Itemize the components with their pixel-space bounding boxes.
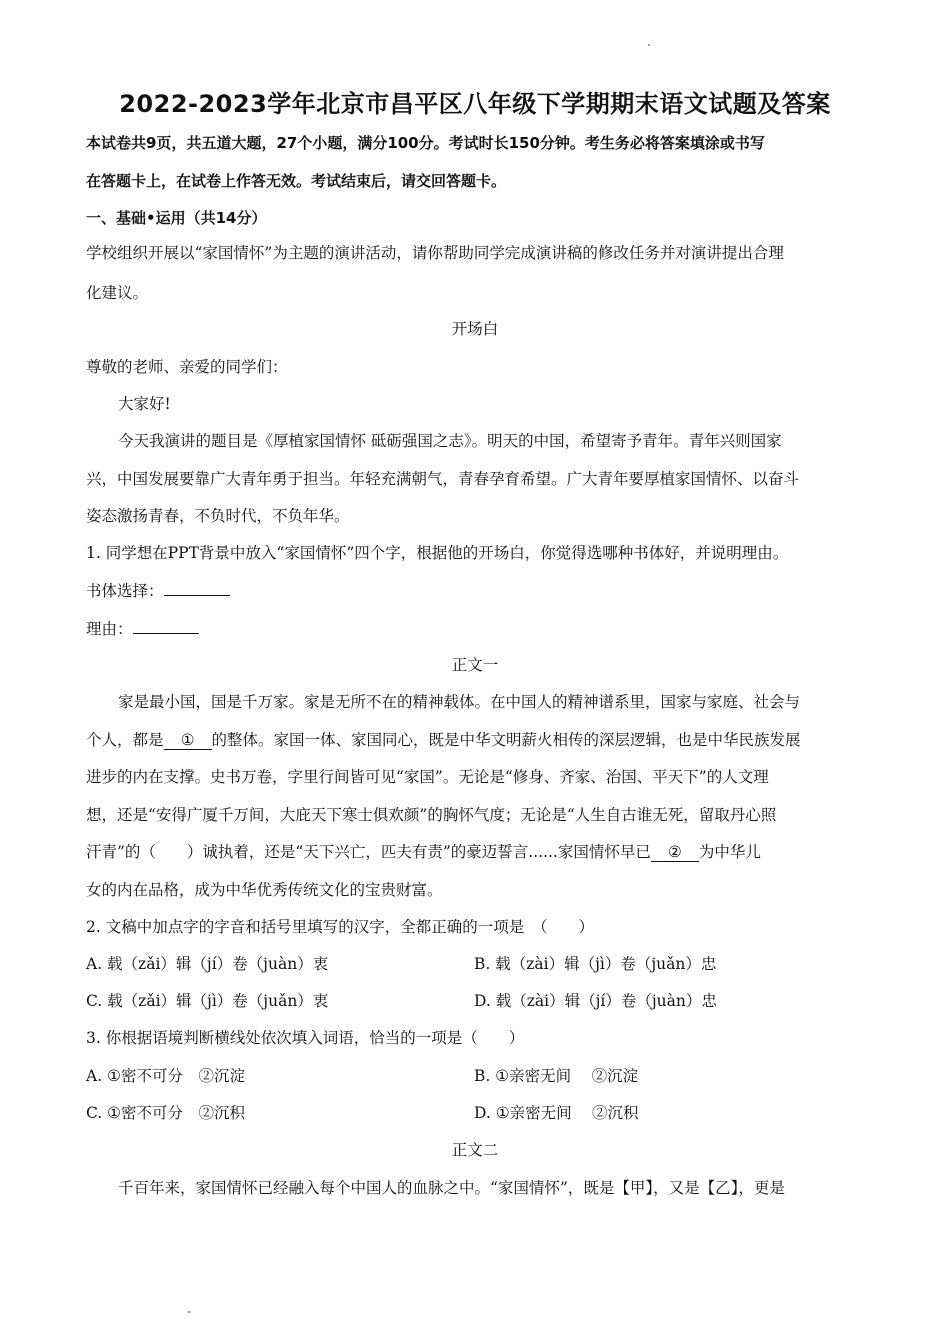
scan-dot bbox=[188, 1311, 190, 1313]
question-2: 2. 文稿中加点字的字音和括号里填写的汉字，全都正确的一项是 （ ） bbox=[86, 918, 594, 936]
font-choice-blank bbox=[164, 581, 230, 596]
opening-line-1: 今天我演讲的题目是《厚植家国情怀 砥砺强国之志》。明天的中国，希望寄予青年。青年兴则国家 bbox=[118, 432, 782, 450]
greeting: 大家好! bbox=[118, 395, 171, 413]
reason-blank bbox=[133, 619, 199, 634]
intro-line-2: 化建议。 bbox=[86, 284, 149, 302]
body1-line-3: 进步的内在支撑。史书万卷，字里行间皆可见“家国”。无论是“修身、齐家、治国、平天下”的人文理 bbox=[86, 768, 769, 786]
blank-1: ① bbox=[164, 732, 212, 750]
question-1: 1. 同学想在PPT背景中放入“家国情怀”四个字，根据他的开场白，你觉得选哪种书体好，并说明理由。 bbox=[86, 544, 789, 562]
q3-option-d: D. ①亲密无间 ②沉积 bbox=[474, 1104, 639, 1122]
reason-label: 理由： bbox=[86, 620, 133, 638]
body1-line-6: 女的内在品格，成为中华优秀传统文化的宝贵财富。 bbox=[86, 881, 443, 899]
body1-line-5 bbox=[86, 842, 761, 862]
notice-line-2: 在答题卡上，在试卷上作答无效。考试结束后，请交回答题卡。 bbox=[86, 172, 507, 190]
scan-dot bbox=[648, 44, 650, 46]
section-heading: 一、基础•运用（共14分） bbox=[86, 209, 267, 227]
body1-line-2a: 个人，都是 bbox=[86, 731, 164, 749]
salutation: 尊敬的老师、亲爱的同学们： bbox=[86, 358, 288, 376]
q3-option-b: B. ①亲密无间 ②沉淀 bbox=[474, 1067, 639, 1085]
body1-line-2 bbox=[86, 730, 801, 750]
q3-option-a: A. ①密不可分 ②沉淀 bbox=[86, 1067, 245, 1085]
q2-option-d: D. 载（zài）辑（jí）卷（juàn）忠 bbox=[474, 992, 717, 1010]
font-choice-row bbox=[86, 581, 230, 601]
opening-line-2: 兴，中国发展要靠广大青年勇于担当。年轻充满朝气，青春孕育希望。广大青年要厚植家国情怀、以奋斗 bbox=[86, 470, 800, 488]
blank-2: ② bbox=[651, 844, 699, 862]
body2-line-1: 千百年来，家国情怀已经融入每个中国人的血脉之中。“家国情怀”，既是【甲】，又是【乙】，更是 bbox=[118, 1179, 785, 1197]
page-title: 2022-2023学年北京市昌平区八年级下学期期末语文试题及答案 bbox=[119, 90, 831, 118]
body1-line-5b: 为中华儿 bbox=[698, 843, 761, 861]
opening-line-3: 姿态激扬青春，不负时代，不负年华。 bbox=[86, 507, 350, 525]
q2-option-c: C. 载（zǎi）辑（jì）卷（juǎn）衷 bbox=[86, 992, 329, 1010]
body1-line-5a: 汗青”的（ ）诚执着，还是“天下兴亡，匹夫有责”的豪迈誓言......家国情怀早已 bbox=[86, 843, 651, 861]
body1-line-4: 想，还是“安得广厦千万间，大庇天下寒士俱欢颜”的胸怀气度；无论是“人生自古谁无死，留取丹心照 bbox=[86, 806, 777, 824]
q2-option-b: B. 载（zài）辑（jì）卷（juǎn）忠 bbox=[474, 955, 717, 973]
q3-option-c: C. ①密不可分 ②沉积 bbox=[86, 1104, 246, 1122]
question-3: 3. 你根据语境判断横线处依次填入词语，恰当的一项是（ ） bbox=[86, 1029, 525, 1047]
body2-heading: 正文二 bbox=[451, 1141, 499, 1159]
notice-line-1: 本试卷共9页，共五道大题，27个小题，满分100分。考试时长150分钟。考生务必将答案填涂或书写 bbox=[86, 134, 765, 152]
q2-option-a: A. 载（zǎi）辑（jí）卷（juàn）衷 bbox=[86, 955, 329, 973]
intro-line-1: 学校组织开展以“家国情怀”为主题的演讲活动，请你帮助同学完成演讲稿的修改任务并对演讲提出合理 bbox=[86, 244, 784, 262]
body1-line-2b: 的整体。家国一体、家国同心，既是中华文明薪火相传的深层逻辑，也是中华民族发展 bbox=[211, 731, 801, 749]
reason-row bbox=[86, 619, 199, 639]
body1-heading: 正文一 bbox=[451, 656, 499, 674]
opening-heading: 开场白 bbox=[451, 320, 499, 338]
body1-line-1: 家是最小国，国是千万家。家是无所不在的精神载体。在中国人的精神谱系里，国家与家庭、社会与 bbox=[118, 693, 801, 711]
font-choice-label: 书体选择： bbox=[86, 582, 164, 600]
